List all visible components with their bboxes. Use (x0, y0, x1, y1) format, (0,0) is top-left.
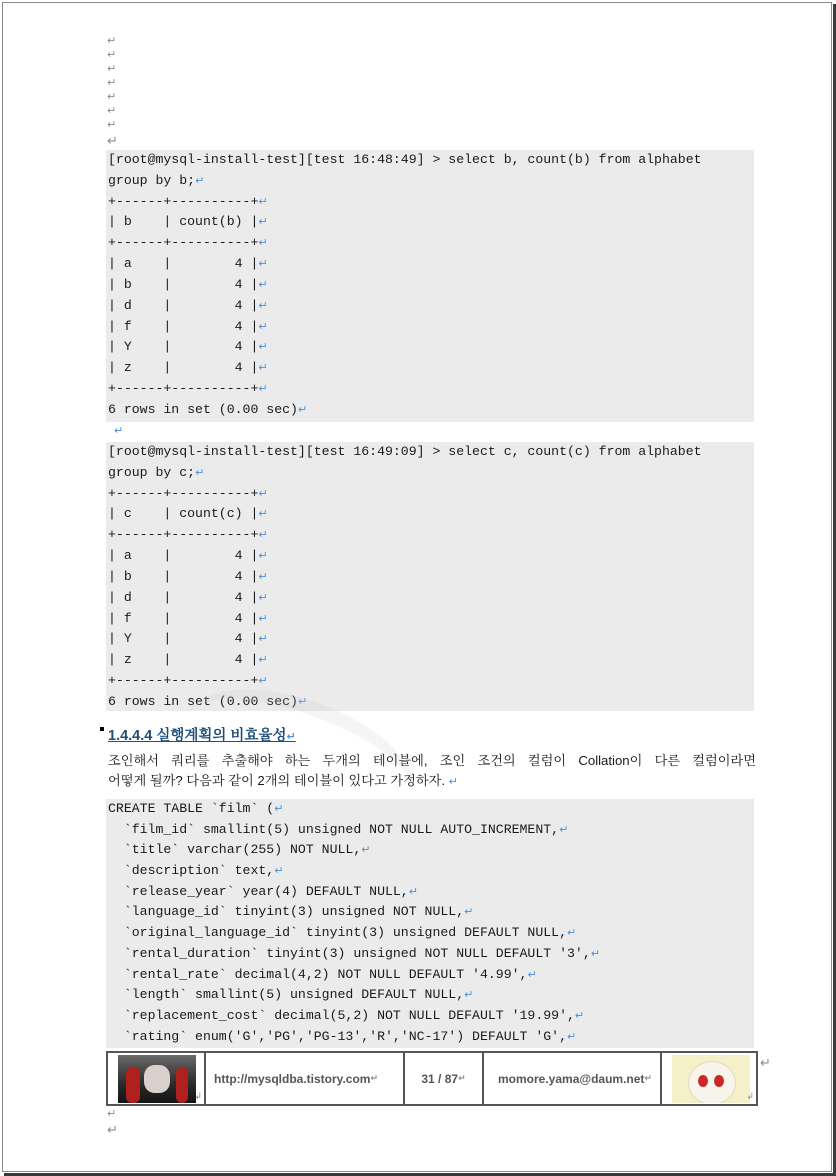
paragraph-mark: ↵ (107, 1122, 118, 1137)
cell-mark: ↲ (194, 1091, 202, 1101)
paragraph-mark: ↵ (107, 35, 117, 47)
code-line: `original_language_id` tinyint(3) unsigned DEFAULT NULL,↵ (108, 925, 577, 941)
code-line: `rental_rate` decimal(4,2) NOT NULL DEFAULT '4.99',↵ (108, 966, 537, 982)
code-line: `rating` enum('G','PG','PG-13','R','NC-17') DEFAULT 'G',↵ (108, 1028, 577, 1044)
footer-image-cell (108, 1053, 206, 1104)
code-line: `language_id` tinyint(3) unsigned NOT NULL,↵ (108, 904, 474, 920)
paragraph-mark: ↵ (114, 424, 124, 437)
query-result-block-b[interactable] (106, 150, 754, 422)
code-line: | f | 4 |↵ (108, 318, 268, 334)
code-line: | d | 4 |↵ (108, 589, 268, 605)
section-heading[interactable]: 1.4.4.4 실행계획의 비효율성↵ (108, 728, 296, 744)
footer-url[interactable]: http://mysqldba.tistory.com (214, 1071, 371, 1086)
code-line: | Y | 4 |↵ (108, 339, 268, 355)
page-footer (106, 1051, 758, 1106)
code-line: +------+----------+↵ (108, 193, 268, 209)
character-image (672, 1055, 750, 1103)
empty-paragraph-marks (107, 34, 127, 150)
code-line: 6 rows in set (0.00 sec)↵ (108, 401, 308, 417)
code-line: [root@mysql-install-test][test 16:48:49] > select b, count(b) from alphabet (108, 152, 702, 167)
code-line: +------+----------+↵ (108, 485, 268, 501)
paragraph-mark: ↵ (107, 91, 117, 103)
code-line: | z | 4 |↵ (108, 360, 268, 376)
code-line: group by c;↵ (108, 464, 205, 480)
code-line: | c | count(c) |↵ (108, 506, 268, 522)
code-line: +------+----------+↵ (108, 235, 268, 251)
code-line: +------+----------+↵ (108, 527, 268, 543)
code-line: `title` varchar(255) NOT NULL,↵ (108, 842, 371, 858)
code-line: `replacement_cost` decimal(5,2) NOT NULL DEFAULT '19.99',↵ (108, 1007, 585, 1023)
footer-email-cell: momore.yama@daum.net ↵ (484, 1053, 662, 1104)
code-line: CREATE TABLE `film` (↵ (108, 801, 284, 816)
code-line: `description` text,↵ (108, 863, 284, 879)
code-line: +------+----------+↵ (108, 673, 268, 689)
code-line: | b | count(b) |↵ (108, 214, 268, 230)
code-line: | z | 4 |↵ (108, 652, 268, 668)
empty-paragraph-marks (107, 1107, 118, 1139)
code-line: group by b;↵ (108, 172, 205, 188)
code-line: | f | 4 |↵ (108, 610, 268, 626)
page-number: 31 / 87 (421, 1071, 459, 1086)
paragraph-line: 어떻게 될까? 다음과 같이 2개의 테이블이 있다고 가정하자. ↵ (108, 773, 458, 788)
cell-mark: ↲ (746, 1091, 754, 1101)
paragraph-mark: ↵ (107, 105, 117, 117)
code-line: `rental_duration` tinyint(3) unsigned NOT NULL DEFAULT '3',↵ (108, 945, 600, 961)
query-result-block-c[interactable] (106, 442, 754, 711)
paragraph-line: 조인해서 쿼리를 추출해야 하는 두개의 테이블에, 조인 조건의 컬럼이 Collation이 다른 컬럼이라면 (108, 753, 756, 768)
footer-email[interactable]: momore.yama@daum.net (498, 1071, 645, 1086)
code-line: [root@mysql-install-test][test 16:49:09] > select c, count(c) from alphabet (108, 444, 702, 459)
row-end-mark: ↵ (760, 1055, 771, 1070)
code-line: `release_year` year(4) DEFAULT NULL,↵ (108, 883, 418, 899)
code-line: 6 rows in set (0.00 sec)↵ (108, 693, 308, 709)
code-line: | d | 4 |↵ (108, 297, 268, 313)
code-line: | b | 4 |↵ (108, 276, 268, 292)
heading-bullet (100, 727, 104, 731)
code-line: | Y | 4 |↵ (108, 631, 268, 647)
body-paragraph[interactable] (108, 751, 756, 792)
paragraph-mark: ↵ (107, 119, 117, 131)
code-line: +------+----------+↵ (108, 381, 268, 397)
footer-page-cell: 31 / 87 ↵ (405, 1053, 484, 1104)
code-line: `length` smallint(5) unsigned DEFAULT NULL,↵ (108, 987, 474, 1003)
code-line: | b | 4 |↵ (108, 568, 268, 584)
author-avatar-image (118, 1055, 196, 1103)
code-line: `film_id` smallint(5) unsigned NOT NULL AUTO_INCREMENT,↵ (108, 821, 569, 837)
footer-image-cell (662, 1053, 756, 1104)
paragraph-mark: ↵ (107, 63, 117, 75)
paragraph-mark: ↵ (107, 49, 117, 61)
paragraph-mark: ↵ (107, 1108, 117, 1120)
code-line: | a | 4 |↵ (108, 548, 268, 564)
paragraph-mark: ↵ (107, 133, 118, 148)
footer-url-cell: http://mysqldba.tistory.com ↵ (206, 1053, 405, 1104)
create-table-code-block[interactable] (106, 799, 754, 1048)
code-line: | a | 4 |↵ (108, 256, 268, 272)
paragraph-mark: ↵ (107, 77, 117, 89)
